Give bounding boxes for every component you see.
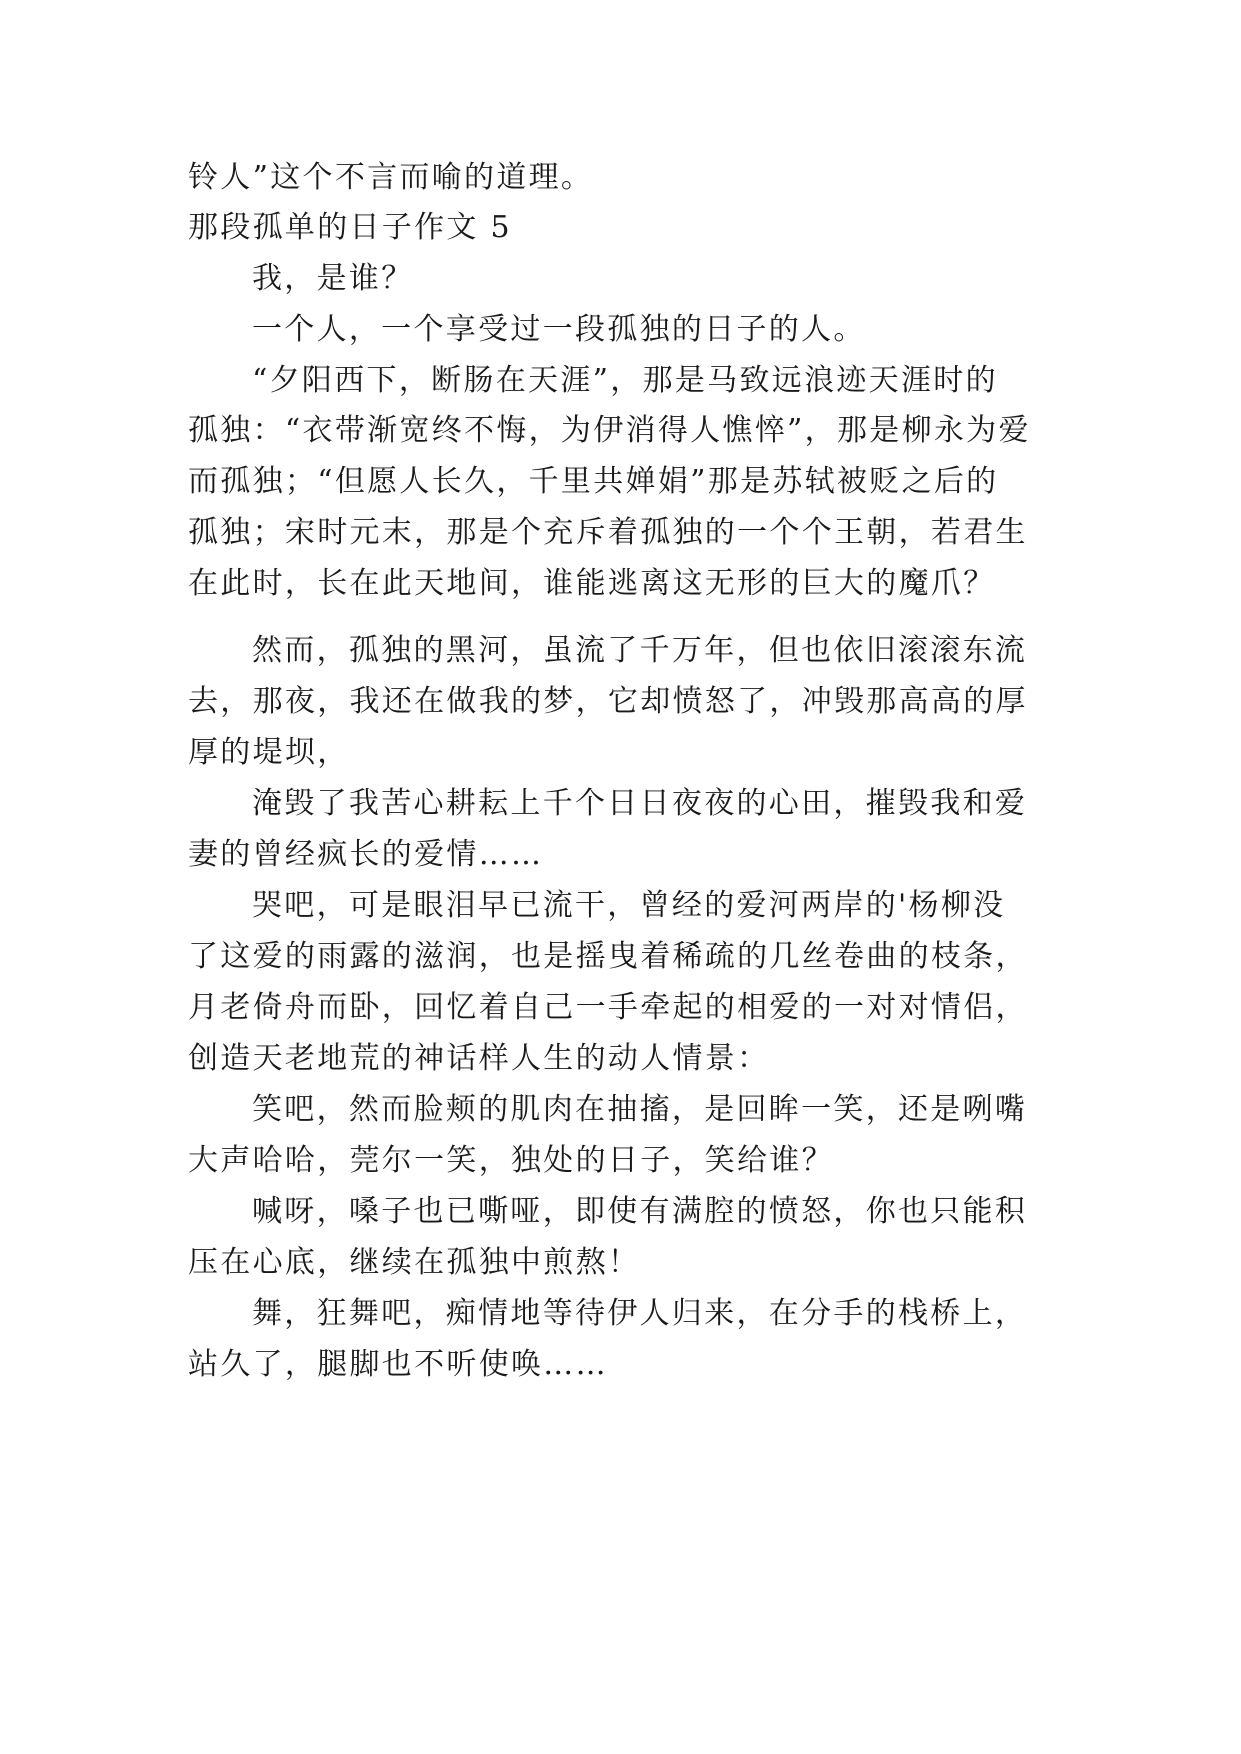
- text-line: 去，那夜，我还在做我的梦，它却愤怒了，冲毁那高高的厚: [188, 684, 1028, 719]
- text-line: 笑吧，然而脸颊的肌肉在抽搐，是回眸一笑，还是咧嘴: [252, 1092, 1028, 1127]
- text-line: 然而，孤独的黑河，虽流了千万年，但也依旧滚滚东流: [252, 633, 1028, 668]
- text-line: 月老倚舟而卧，回忆着自己一手牵起的相爱的一对对情侣，: [188, 990, 1028, 1025]
- section-title: 那段孤单的日子作文 5: [188, 210, 512, 245]
- text-line: 妻的曾经疯长的爱情……: [188, 837, 544, 872]
- text-line: 我，是谁？: [252, 261, 414, 296]
- text-line: 站久了，腿脚也不听使唤……: [188, 1347, 608, 1382]
- text-line: 孤独；宋时元末，那是个充斥着孤独的一个个王朝，若君生: [188, 515, 1028, 550]
- text-line: 舞，狂舞吧，痴情地等待伊人归来，在分手的栈桥上，: [252, 1296, 1028, 1331]
- text-line: 在此时，长在此天地间，谁能逃离这无形的巨大的魔爪？: [188, 566, 996, 601]
- text-line: 哭吧，可是眼泪早已流干，曾经的爱河两岸的'杨柳没: [252, 888, 1006, 923]
- text-line: 了这爱的雨露的滋润，也是摇曳着稀疏的几丝卷曲的枝条，: [188, 939, 1028, 974]
- text-line: “夕阳西下，断肠在天涯”，那是马致远浪迹天涯时的: [252, 363, 998, 398]
- text-line: 孤独：“衣带渐宽终不悔，为伊消得人憔悴”，那是柳永为爱: [188, 413, 1031, 448]
- text-line: 喊呀，嗓子也已嘶哑，即使有满腔的愤怒，你也只能积: [252, 1194, 1028, 1229]
- text-line: 一个人，一个享受过一段孤独的日子的人。: [252, 312, 866, 347]
- text-line: 铃人”这个不言而喻的道理。: [188, 160, 594, 195]
- text-line: 而孤独；“但愿人长久，千里共婵娟”那是苏轼被贬之后的: [188, 464, 999, 499]
- text-line: 大声哈哈，莞尔一笑，独处的日子，笑给谁？: [188, 1143, 834, 1178]
- text-line: 压在心底，继续在孤独中煎熬！: [188, 1245, 641, 1280]
- text-line: 淹毁了我苦心耕耘上千个日日夜夜的心田，摧毁我和爱: [252, 786, 1028, 821]
- text-line: 厚的堤坝，: [188, 735, 350, 770]
- text-line: 创造天老地荒的神话样人生的动人情景：: [188, 1041, 770, 1076]
